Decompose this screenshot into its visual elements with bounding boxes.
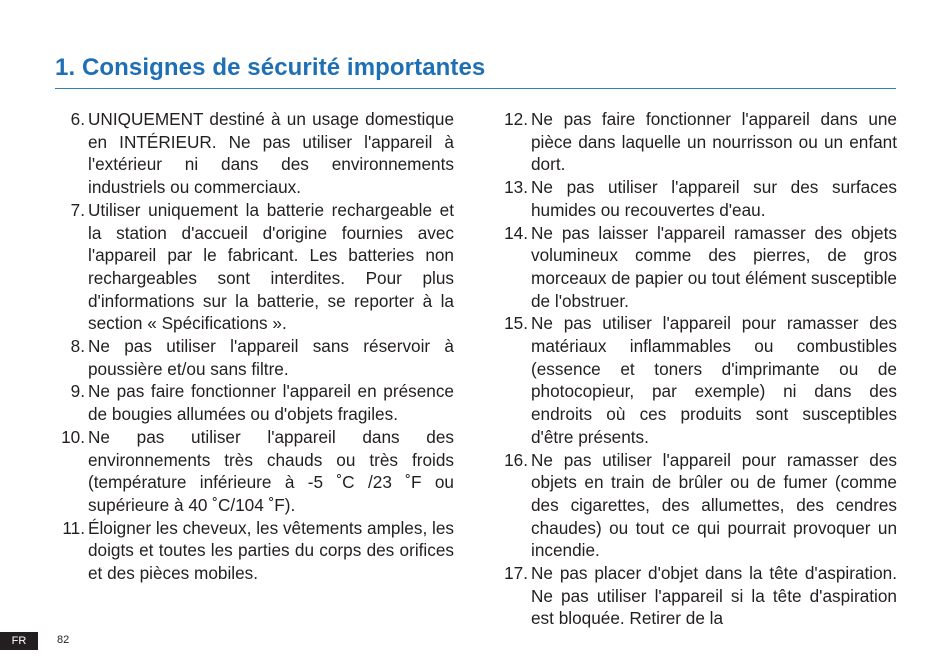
item-text: Ne pas faire fonctionner l'appareil dans une pièce dans laquelle un nourrisson ou un enfant dort. bbox=[531, 109, 897, 175]
item-text: Ne pas faire fonctionner l'appareil en présence de bougies allumées ou d'objets fragiles. bbox=[88, 381, 454, 425]
item-text: Ne pas utiliser l'appareil pour ramasser des matériaux inflammables ou combustibles (essence et toners d'imprimante ou de photocopieur, par exemple) ni dans des endroits où ces produits sont susceptibles d'être présents. bbox=[531, 313, 897, 447]
list-item bbox=[497, 312, 897, 448]
list-item bbox=[54, 108, 454, 199]
list-item bbox=[497, 222, 897, 313]
list-item bbox=[54, 426, 454, 517]
item-number: 6. bbox=[70, 109, 85, 129]
list-item bbox=[497, 562, 897, 630]
item-text: Ne pas utiliser l'appareil dans des environnements très chauds ou très froids (température inférieure à -5 ˚C /23 ˚F ou supérieure à 40 ˚C/104 ˚F). bbox=[88, 426, 454, 515]
item-number: 9. bbox=[70, 381, 85, 402]
list-item bbox=[54, 517, 454, 585]
item-text: Ne pas utiliser l'appareil sur des surfaces humides ou recouvertes d'eau. bbox=[531, 177, 897, 220]
item-text: Ne pas placer d'objet dans la tête d'aspiration. Ne pas utiliser l'appareil si la tête d'aspiration est bloquée. Retirer de la bbox=[531, 563, 897, 629]
list-item bbox=[497, 176, 897, 221]
item-text: UNIQUEMENT destiné à un usage domestique en INTÉRIEUR. Ne pas utiliser l'appareil à l'extérieur ni dans des environnements industriels ou commerciaux. bbox=[88, 109, 454, 198]
title-divider bbox=[55, 88, 896, 89]
item-number: 10. bbox=[61, 426, 85, 447]
item-number: 15. bbox=[504, 313, 528, 334]
item-number: 16. bbox=[504, 449, 528, 470]
item-number: 13. bbox=[504, 177, 528, 198]
item-number: 8. bbox=[70, 336, 85, 357]
item-text: Éloigner les cheveux, les vêtements amples, les doigts et toutes les parties du corps des orifices et des pièces mobiles. bbox=[88, 517, 454, 584]
left-column bbox=[54, 108, 454, 585]
page-number: 82 bbox=[57, 634, 70, 646]
item-number: 17. bbox=[504, 563, 528, 584]
item-number: 7. bbox=[70, 199, 85, 220]
list-item bbox=[497, 108, 897, 176]
page-title: 1. Consignes de sécurité importantes bbox=[55, 54, 486, 81]
list-item bbox=[54, 380, 454, 425]
right-column bbox=[497, 108, 897, 630]
language-badge: FR bbox=[0, 632, 38, 650]
item-text: Ne pas laisser l'appareil ramasser des objets volumineux comme des pierres, de gros morceaux de papier ou tout élément susceptible de l'obstruer. bbox=[531, 222, 897, 311]
item-text: Ne pas utiliser l'appareil sans réservoir à poussière et/ou sans filtre. bbox=[88, 336, 454, 379]
item-number: 14. bbox=[504, 222, 528, 243]
item-text: Utiliser uniquement la batterie rechargeable et la station d'accueil d'origine fournies avec l'appareil par le fabricant. Les batteries non rechargeables sont interdites. Pour plus d'informations sur la batterie, se reporter à la section « Spécifications ». bbox=[88, 199, 454, 334]
item-number: 11. bbox=[62, 517, 85, 538]
list-item bbox=[54, 335, 454, 380]
list-item bbox=[497, 449, 897, 563]
item-number: 12. bbox=[504, 109, 528, 129]
list-item bbox=[54, 199, 454, 335]
item-text: Ne pas utiliser l'appareil pour ramasser des objets en train de brûler ou de fumer (comme des cigarettes, des allumettes, des cendres chaudes) ou tout ce qui pourrait provoquer un incendie. bbox=[531, 449, 897, 561]
